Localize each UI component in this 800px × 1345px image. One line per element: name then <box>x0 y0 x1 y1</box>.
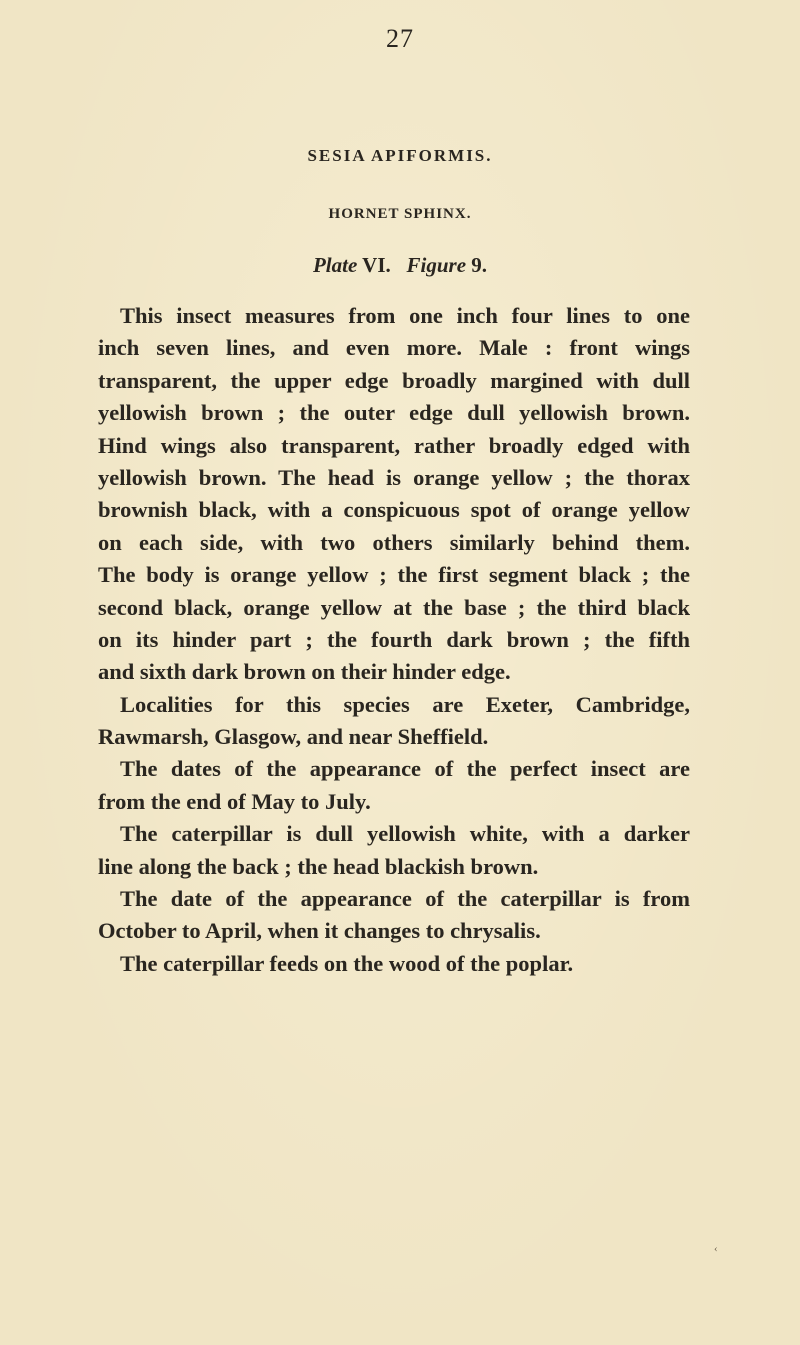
text-line: yellowish brown. The head is orange yellow ; the thorax <box>98 464 690 490</box>
plate-word: Plate <box>312 253 358 277</box>
text-line: on each side, with two others similarly behind them. <box>98 529 690 555</box>
text-line: Localities for this species are Exeter, Cambridge, <box>120 691 690 717</box>
text-line: transparent, the upper edge broadly margined with dull <box>98 367 690 393</box>
text-line: second black, orange yellow at the base ; the third black <box>98 594 690 620</box>
text-line: and sixth dark brown on their hinder edge. <box>98 659 511 685</box>
text-line: The caterpillar feeds on the wood of the poplar. <box>120 950 574 976</box>
text-line: inch seven lines, and even more. Male : front wings <box>98 335 690 361</box>
text-line: Rawmarsh, Glasgow, and near Sheffield. <box>98 724 489 750</box>
common-name: HORNET SPHINX. <box>328 206 472 222</box>
text-line: The caterpillar is dull yellowish white, with a darker <box>120 821 690 847</box>
text-line: The dates of the appearance of the perfect insect are <box>120 756 690 782</box>
text-line: October to April, when it changes to chrysalis. <box>98 918 541 944</box>
text-line: The body is orange yellow ; the first segment black ; the <box>98 562 690 588</box>
species-title: SESIA APIFORMIS. <box>307 146 493 165</box>
text-line: yellowish brown ; the outer edge dull yellowish brown. <box>98 400 690 426</box>
text-line: brownish black, with a conspicuous spot of orange yellow <box>98 497 690 523</box>
stray-mark: ‹ <box>714 1245 718 1255</box>
description-text <box>98 300 690 980</box>
figure-number: 9. <box>471 253 488 277</box>
text-line: Hind wings also transparent, rather broadly edged with <box>98 432 690 458</box>
plate-reference <box>0 253 800 278</box>
text-line: The date of the appearance of the caterpillar is from <box>120 886 690 912</box>
text-line: from the end of May to July. <box>98 788 371 814</box>
figure-word: Figure <box>406 253 467 277</box>
plate-number: VI. <box>362 253 391 277</box>
text-line: line along the back ; the head blackish brown. <box>98 853 539 879</box>
text-line: on its hinder part ; the fourth dark brown ; the fifth <box>98 626 690 652</box>
text-line: This insect measures from one inch four lines to one <box>120 303 690 328</box>
page-number: 27 <box>386 24 414 53</box>
